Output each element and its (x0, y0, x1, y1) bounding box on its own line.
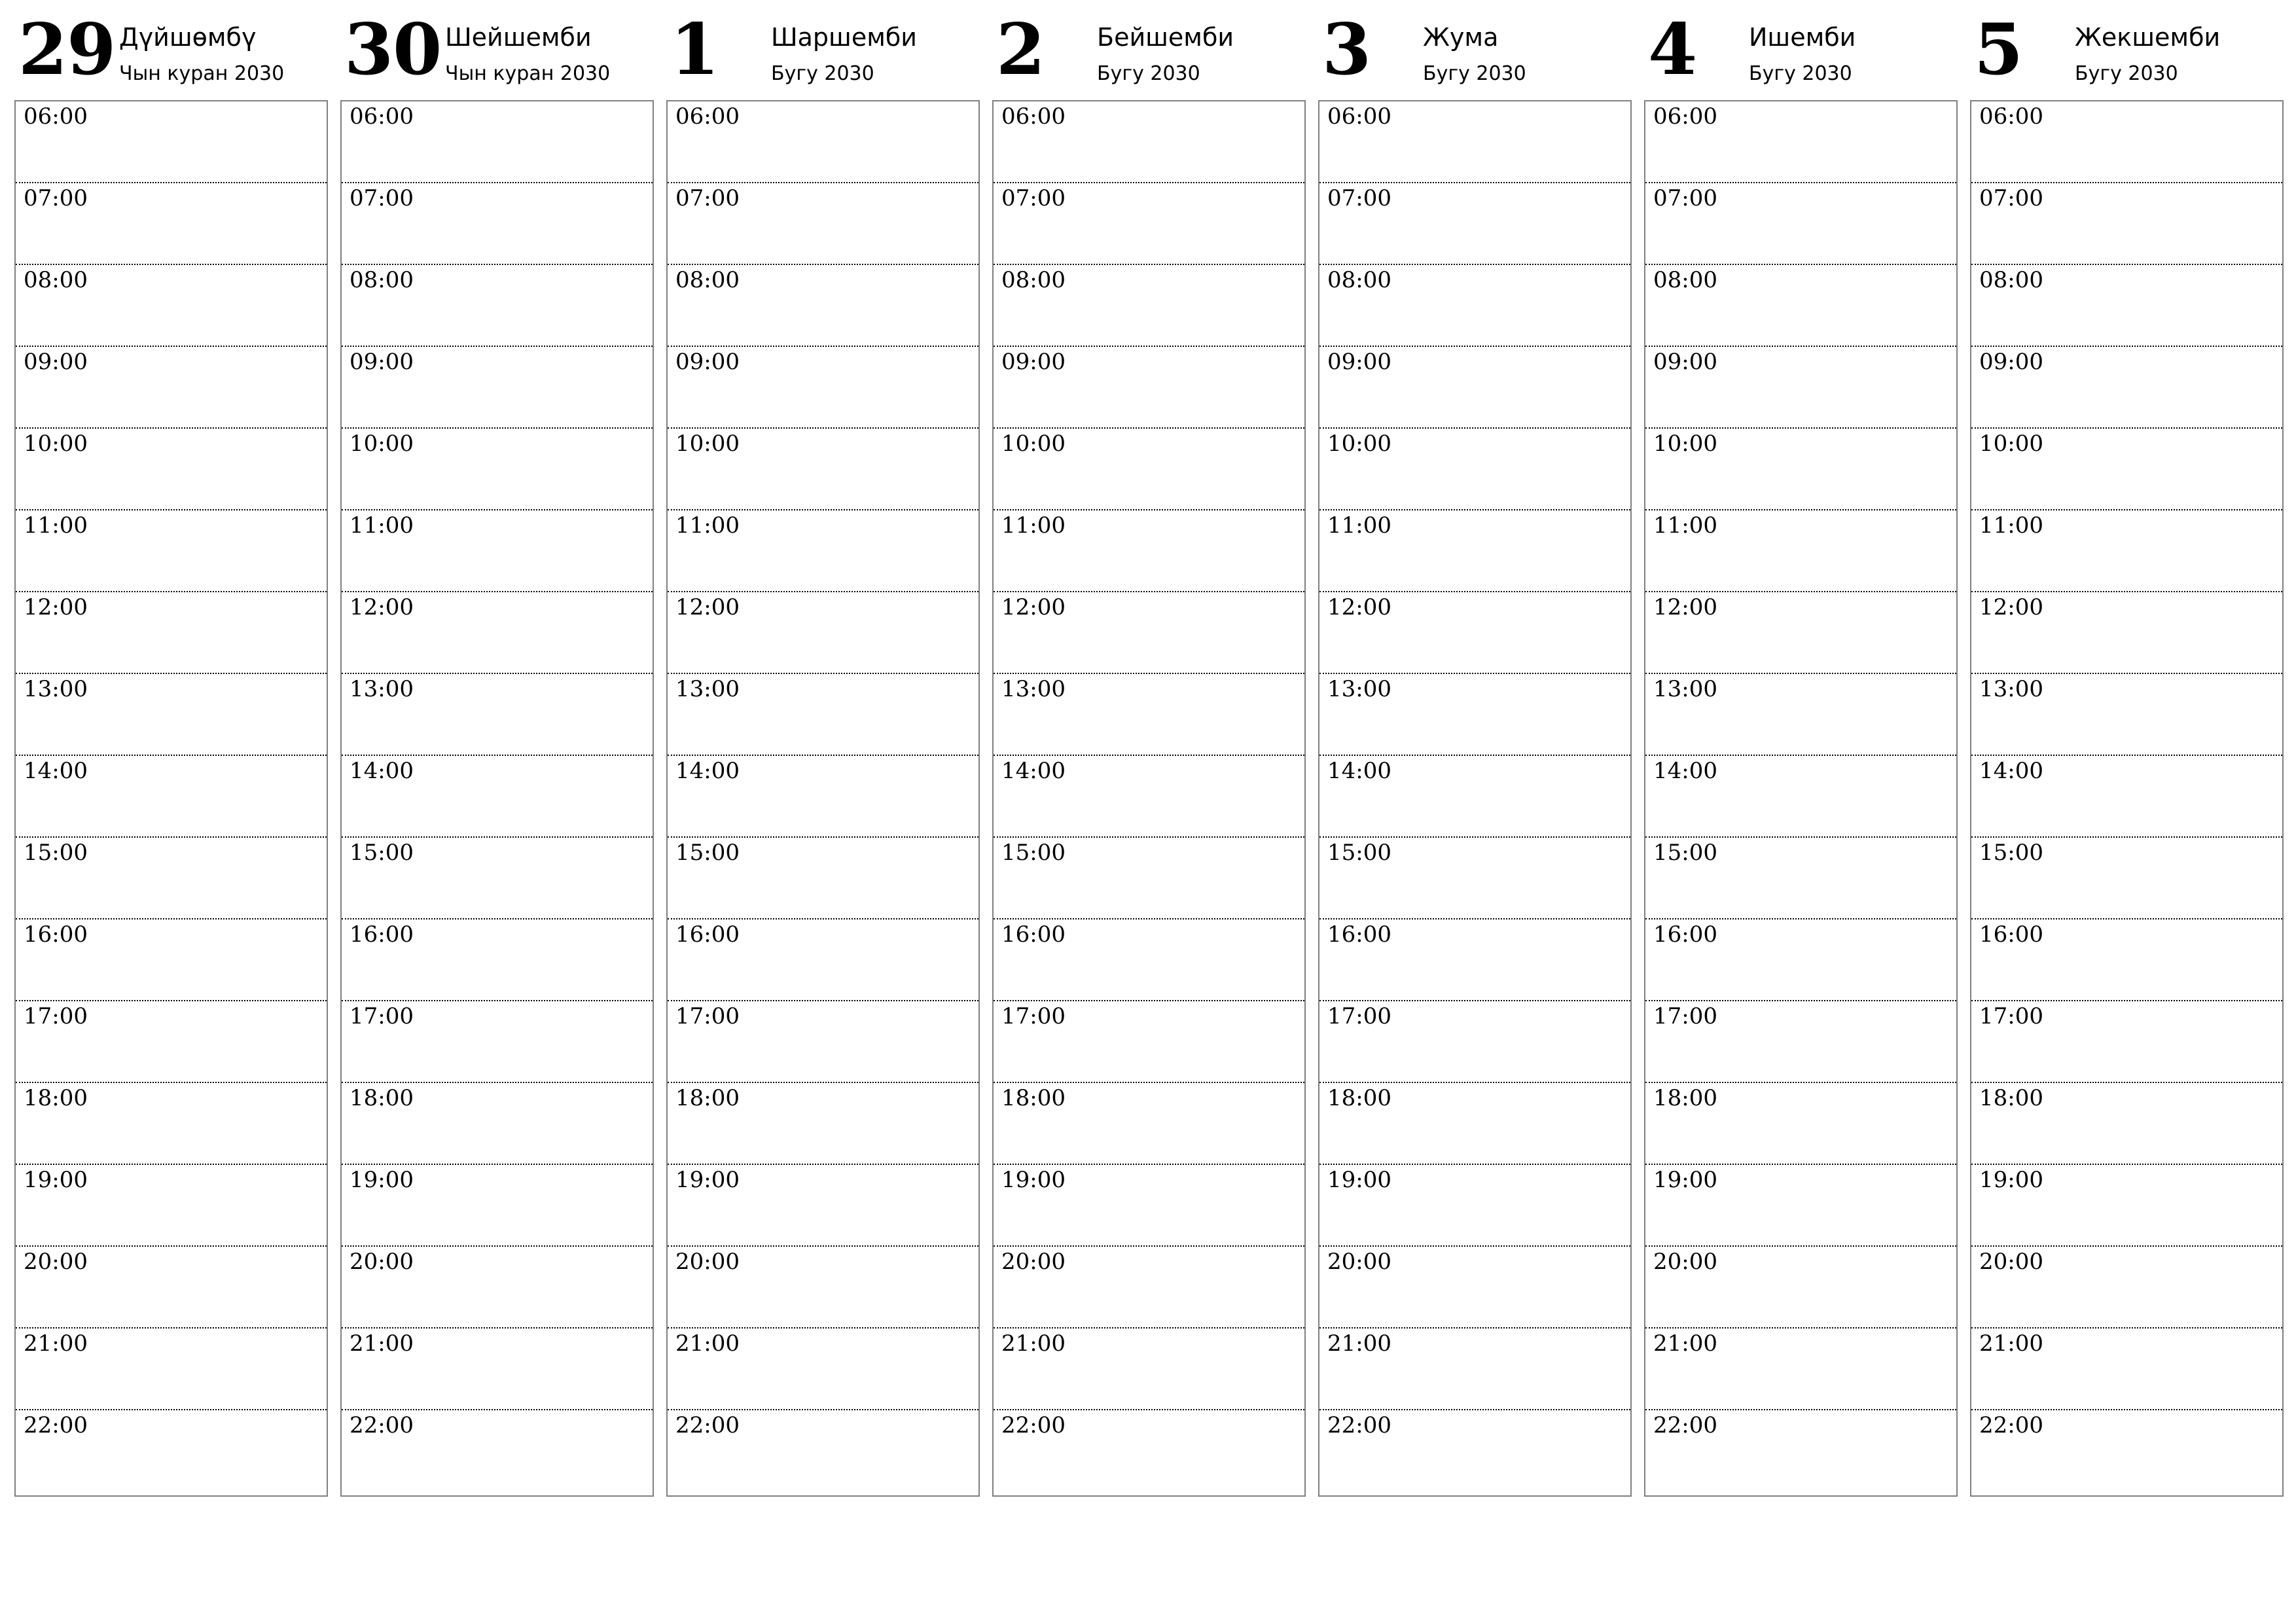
day-header (340, 0, 654, 100)
day-header (666, 0, 980, 100)
hour-label: 20:00 (24, 1249, 88, 1275)
hour-slot[interactable] (994, 101, 1304, 183)
hour-label: 06:00 (675, 103, 740, 130)
hour-slot[interactable] (1319, 183, 1630, 265)
hour-slot[interactable] (16, 838, 327, 919)
hour-slot[interactable] (994, 1329, 1304, 1410)
hour-label: 16:00 (350, 921, 414, 948)
day-schedule-box (992, 100, 1306, 1497)
hour-label: 22:00 (1979, 1412, 2043, 1438)
hour-label: 12:00 (1001, 594, 1066, 620)
hour-label: 08:00 (350, 267, 414, 293)
day-header (1970, 0, 2284, 100)
hour-label: 09:00 (1327, 349, 1391, 375)
hour-slot[interactable] (16, 1410, 327, 1492)
hour-slot[interactable] (1319, 1165, 1630, 1247)
hour-slot[interactable] (1645, 1329, 1956, 1410)
hour-label: 21:00 (1001, 1330, 1066, 1357)
hour-slot[interactable] (994, 429, 1304, 510)
hour-slot[interactable] (1645, 756, 1956, 838)
hour-slot[interactable] (1971, 1083, 2282, 1165)
hour-slot[interactable] (342, 101, 653, 183)
hour-label: 15:00 (1653, 840, 1717, 866)
hour-slot[interactable] (1971, 1165, 2282, 1247)
day-column (666, 0, 980, 1438)
hour-slot[interactable] (1645, 1083, 1956, 1165)
hour-slot[interactable] (668, 429, 978, 510)
hour-slot[interactable] (994, 183, 1304, 265)
hour-label: 17:00 (1001, 1003, 1066, 1029)
hour-label: 15:00 (675, 840, 740, 866)
month-year: Чын куран 2030 (119, 62, 285, 85)
hour-label: 07:00 (1001, 185, 1066, 211)
day-column (340, 0, 654, 1438)
hour-slot[interactable] (1319, 1247, 1630, 1329)
hour-slot[interactable] (1319, 101, 1630, 183)
hour-slot[interactable] (1319, 1410, 1630, 1492)
hour-label: 06:00 (24, 103, 88, 130)
hour-slot[interactable] (16, 1247, 327, 1329)
hour-slot[interactable] (1319, 838, 1630, 919)
hour-slot[interactable] (668, 347, 978, 429)
hour-slot[interactable] (1645, 592, 1956, 674)
hour-label: 21:00 (350, 1330, 414, 1357)
hour-label: 14:00 (350, 758, 414, 784)
hour-slot[interactable] (1645, 429, 1956, 510)
month-year: Бугу 2030 (771, 62, 874, 85)
hour-slot[interactable] (342, 674, 653, 756)
hour-slot[interactable] (16, 101, 327, 183)
hour-label: 10:00 (1653, 431, 1717, 457)
hour-label: 18:00 (1653, 1085, 1717, 1111)
hour-slot[interactable] (994, 756, 1304, 838)
day-column (1318, 0, 1632, 1438)
hour-slot[interactable] (668, 1083, 978, 1165)
hour-label: 07:00 (1979, 185, 2043, 211)
hour-label: 18:00 (1001, 1085, 1066, 1111)
hour-slot[interactable] (1319, 429, 1630, 510)
hour-label: 11:00 (1327, 512, 1391, 539)
hour-label: 13:00 (1327, 676, 1391, 702)
hour-slot[interactable] (16, 592, 327, 674)
hour-slot[interactable] (994, 265, 1304, 347)
hour-slot[interactable] (16, 1083, 327, 1165)
day-schedule-box (1644, 100, 1958, 1497)
hour-label: 10:00 (1327, 431, 1391, 457)
weekday-name: Ишемби (1749, 23, 1856, 52)
hour-slot[interactable] (668, 1001, 978, 1083)
hour-label: 07:00 (350, 185, 414, 211)
hour-label: 17:00 (1653, 1003, 1717, 1029)
hour-slot[interactable] (1971, 1001, 2282, 1083)
hour-slot[interactable] (668, 756, 978, 838)
hour-label: 16:00 (1979, 921, 2043, 948)
hour-label: 06:00 (1327, 103, 1391, 130)
hour-slot[interactable] (1971, 592, 2282, 674)
hour-label: 16:00 (1001, 921, 1066, 948)
day-schedule-box (666, 100, 980, 1497)
hour-label: 18:00 (24, 1085, 88, 1111)
hour-label: 12:00 (350, 594, 414, 620)
weekday-name: Бейшемби (1097, 23, 1234, 52)
hour-label: 18:00 (350, 1085, 414, 1111)
hour-slot[interactable] (1319, 347, 1630, 429)
hour-slot[interactable] (1645, 265, 1956, 347)
hour-label: 20:00 (675, 1249, 740, 1275)
hour-label: 06:00 (350, 103, 414, 130)
hour-slot[interactable] (1319, 1001, 1630, 1083)
hour-slot[interactable] (668, 1410, 978, 1492)
day-header (1318, 0, 1632, 100)
hour-slot[interactable] (1971, 429, 2282, 510)
weekday-name: Шаршемби (771, 23, 917, 52)
day-number: 29 (18, 9, 116, 91)
hour-slot[interactable] (668, 265, 978, 347)
hour-slot[interactable] (1971, 510, 2282, 592)
hour-label: 17:00 (350, 1003, 414, 1029)
hour-label: 21:00 (24, 1330, 88, 1357)
hour-slot[interactable] (1645, 674, 1956, 756)
hour-slot[interactable] (1645, 183, 1956, 265)
hour-slot[interactable] (1645, 510, 1956, 592)
hour-label: 10:00 (1001, 431, 1066, 457)
hour-slot[interactable] (342, 183, 653, 265)
hour-slot[interactable] (16, 183, 327, 265)
hour-label: 10:00 (1979, 431, 2043, 457)
hour-slot[interactable] (16, 919, 327, 1001)
hour-slot[interactable] (668, 101, 978, 183)
hour-slot[interactable] (342, 1083, 653, 1165)
hour-label: 21:00 (675, 1330, 740, 1357)
hour-label: 20:00 (1979, 1249, 2043, 1275)
hour-label: 17:00 (1327, 1003, 1391, 1029)
hour-slot[interactable] (342, 1001, 653, 1083)
hour-label: 07:00 (1327, 185, 1391, 211)
day-header (1644, 0, 1958, 100)
hour-label: 17:00 (24, 1003, 88, 1029)
hour-slot[interactable] (1971, 919, 2282, 1001)
hour-label: 09:00 (1653, 349, 1717, 375)
hour-label: 11:00 (675, 512, 740, 539)
hour-label: 08:00 (1653, 267, 1717, 293)
hour-label: 13:00 (24, 676, 88, 702)
hour-slot[interactable] (342, 347, 653, 429)
hour-label: 09:00 (350, 349, 414, 375)
hour-label: 11:00 (350, 512, 414, 539)
day-column (1970, 0, 2284, 1438)
day-schedule-box (340, 100, 654, 1497)
hour-label: 12:00 (675, 594, 740, 620)
hour-label: 18:00 (675, 1085, 740, 1111)
weekday-name: Жекшемби (2075, 23, 2221, 52)
hour-slot[interactable] (1971, 265, 2282, 347)
hour-label: 21:00 (1327, 1330, 1391, 1357)
hour-slot[interactable] (994, 674, 1304, 756)
day-schedule-box (1970, 100, 2284, 1497)
hour-label: 22:00 (1327, 1412, 1391, 1438)
hour-slot[interactable] (1971, 183, 2282, 265)
hour-label: 12:00 (1327, 594, 1391, 620)
hour-slot[interactable] (668, 919, 978, 1001)
hour-slot[interactable] (1645, 919, 1956, 1001)
hour-label: 09:00 (675, 349, 740, 375)
hour-slot[interactable] (342, 265, 653, 347)
day-number: 30 (344, 9, 442, 91)
hour-label: 16:00 (1653, 921, 1717, 948)
hour-label: 19:00 (1979, 1167, 2043, 1193)
hour-label: 09:00 (1979, 349, 2043, 375)
hour-slot[interactable] (994, 919, 1304, 1001)
hour-slot[interactable] (16, 347, 327, 429)
hour-slot[interactable] (342, 919, 653, 1001)
hour-slot[interactable] (16, 265, 327, 347)
hour-slot[interactable] (342, 1329, 653, 1410)
hour-label: 18:00 (1979, 1085, 2043, 1111)
hour-label: 06:00 (1001, 103, 1066, 130)
hour-label: 15:00 (1979, 840, 2043, 866)
month-year: Бугу 2030 (1749, 62, 1852, 85)
day-header (14, 0, 328, 100)
hour-slot[interactable] (1319, 1329, 1630, 1410)
hour-label: 06:00 (1979, 103, 2043, 130)
hour-slot[interactable] (1645, 347, 1956, 429)
hour-label: 08:00 (675, 267, 740, 293)
hour-label: 11:00 (1653, 512, 1717, 539)
hour-label: 20:00 (350, 1249, 414, 1275)
hour-slot[interactable] (1319, 919, 1630, 1001)
hour-slot[interactable] (994, 1410, 1304, 1492)
hour-label: 07:00 (24, 185, 88, 211)
hour-label: 09:00 (24, 349, 88, 375)
hour-slot[interactable] (16, 429, 327, 510)
hour-slot[interactable] (1971, 1410, 2282, 1492)
hour-slot[interactable] (342, 838, 653, 919)
hour-label: 22:00 (1001, 1412, 1066, 1438)
hour-label: 07:00 (1653, 185, 1717, 211)
day-schedule-box (14, 100, 328, 1497)
hour-slot[interactable] (668, 838, 978, 919)
hour-slot[interactable] (1319, 510, 1630, 592)
weekday-name: Жума (1423, 23, 1499, 52)
hour-label: 16:00 (675, 921, 740, 948)
day-column (992, 0, 1306, 1438)
hour-label: 14:00 (1327, 758, 1391, 784)
hour-label: 14:00 (1001, 758, 1066, 784)
hour-slot[interactable] (342, 756, 653, 838)
hour-slot[interactable] (994, 838, 1304, 919)
hour-slot[interactable] (1645, 1410, 1956, 1492)
hour-label: 14:00 (675, 758, 740, 784)
hour-label: 16:00 (24, 921, 88, 948)
hour-slot[interactable] (668, 1165, 978, 1247)
hour-slot[interactable] (1319, 674, 1630, 756)
hour-label: 15:00 (1001, 840, 1066, 866)
day-number: 2 (996, 9, 1045, 91)
hour-slot[interactable] (16, 1329, 327, 1410)
month-year: Бугу 2030 (1423, 62, 1526, 85)
day-number: 3 (1322, 9, 1371, 91)
hour-label: 12:00 (1979, 594, 2043, 620)
hour-label: 08:00 (1001, 267, 1066, 293)
hour-slot[interactable] (1319, 756, 1630, 838)
hour-slot[interactable] (994, 347, 1304, 429)
hour-label: 22:00 (1653, 1412, 1717, 1438)
hour-label: 15:00 (1327, 840, 1391, 866)
hour-label: 21:00 (1653, 1330, 1717, 1357)
hour-label: 17:00 (675, 1003, 740, 1029)
hour-label: 19:00 (675, 1167, 740, 1193)
hour-label: 11:00 (1979, 512, 2043, 539)
hour-slot[interactable] (994, 1165, 1304, 1247)
hour-slot[interactable] (342, 1410, 653, 1492)
hour-label: 19:00 (350, 1167, 414, 1193)
day-number: 5 (1974, 9, 2023, 91)
hour-slot[interactable] (342, 429, 653, 510)
hour-slot[interactable] (342, 592, 653, 674)
hour-slot[interactable] (1645, 838, 1956, 919)
hour-slot[interactable] (1971, 347, 2282, 429)
day-column (14, 0, 328, 1438)
hour-label: 22:00 (350, 1412, 414, 1438)
month-year: Бугу 2030 (2075, 62, 2178, 85)
hour-label: 18:00 (1327, 1085, 1391, 1111)
hour-slot[interactable] (668, 1329, 978, 1410)
hour-slot[interactable] (668, 592, 978, 674)
hour-slot[interactable] (668, 183, 978, 265)
day-schedule-box (1318, 100, 1632, 1497)
hour-slot[interactable] (668, 674, 978, 756)
hour-slot[interactable] (1645, 101, 1956, 183)
day-number: 1 (670, 9, 719, 91)
hour-label: 08:00 (1979, 267, 2043, 293)
hour-slot[interactable] (994, 1001, 1304, 1083)
hour-slot[interactable] (1645, 1165, 1956, 1247)
hour-slot[interactable] (1319, 265, 1630, 347)
hour-label: 11:00 (1001, 512, 1066, 539)
hour-label: 15:00 (24, 840, 88, 866)
hour-label: 07:00 (675, 185, 740, 211)
hour-label: 08:00 (24, 267, 88, 293)
hour-label: 10:00 (350, 431, 414, 457)
hour-label: 12:00 (24, 594, 88, 620)
hour-slot[interactable] (342, 1165, 653, 1247)
day-number: 4 (1648, 9, 1697, 91)
hour-label: 21:00 (1979, 1330, 2043, 1357)
hour-slot[interactable] (1645, 1247, 1956, 1329)
hour-slot[interactable] (1971, 101, 2282, 183)
hour-slot[interactable] (668, 510, 978, 592)
hour-label: 06:00 (1653, 103, 1717, 130)
hour-slot[interactable] (1971, 1329, 2282, 1410)
hour-label: 19:00 (1653, 1167, 1717, 1193)
hour-label: 13:00 (1979, 676, 2043, 702)
hour-label: 13:00 (350, 676, 414, 702)
hour-slot[interactable] (16, 1165, 327, 1247)
day-column (1644, 0, 1958, 1438)
hour-slot[interactable] (1971, 674, 2282, 756)
hour-slot[interactable] (342, 510, 653, 592)
hour-slot[interactable] (16, 674, 327, 756)
hour-slot[interactable] (1645, 1001, 1956, 1083)
hour-label: 10:00 (675, 431, 740, 457)
hour-label: 14:00 (1653, 758, 1717, 784)
hour-label: 10:00 (24, 431, 88, 457)
hour-label: 20:00 (1001, 1249, 1066, 1275)
hour-label: 11:00 (24, 512, 88, 539)
hour-slot[interactable] (1971, 1247, 2282, 1329)
hour-label: 20:00 (1327, 1249, 1391, 1275)
hour-slot[interactable] (994, 592, 1304, 674)
hour-label: 22:00 (24, 1412, 88, 1438)
hour-label: 19:00 (24, 1167, 88, 1193)
hour-label: 17:00 (1979, 1003, 2043, 1029)
hour-slot[interactable] (16, 756, 327, 838)
weekday-name: Дүйшөмбү (119, 23, 257, 52)
hour-label: 13:00 (1001, 676, 1066, 702)
hour-label: 12:00 (1653, 594, 1717, 620)
hour-label: 14:00 (24, 758, 88, 784)
month-year: Чын куран 2030 (445, 62, 611, 85)
hour-slot[interactable] (16, 510, 327, 592)
hour-slot[interactable] (1319, 592, 1630, 674)
hour-slot[interactable] (994, 510, 1304, 592)
hour-slot[interactable] (994, 1247, 1304, 1329)
hour-slot[interactable] (16, 1001, 327, 1083)
month-year: Бугу 2030 (1097, 62, 1200, 85)
hour-label: 13:00 (675, 676, 740, 702)
hour-label: 14:00 (1979, 758, 2043, 784)
weekday-name: Шейшемби (445, 23, 592, 52)
hour-slot[interactable] (1971, 756, 2282, 838)
hour-slot[interactable] (342, 1247, 653, 1329)
hour-label: 20:00 (1653, 1249, 1717, 1275)
hour-slot[interactable] (668, 1247, 978, 1329)
hour-label: 19:00 (1001, 1167, 1066, 1193)
hour-slot[interactable] (994, 1083, 1304, 1165)
hour-label: 19:00 (1327, 1167, 1391, 1193)
hour-label: 13:00 (1653, 676, 1717, 702)
hour-slot[interactable] (1971, 838, 2282, 919)
hour-slot[interactable] (1319, 1083, 1630, 1165)
hour-label: 09:00 (1001, 349, 1066, 375)
hour-label: 22:00 (675, 1412, 740, 1438)
hour-label: 16:00 (1327, 921, 1391, 948)
hour-label: 08:00 (1327, 267, 1391, 293)
day-header (992, 0, 1306, 100)
hour-label: 15:00 (350, 840, 414, 866)
